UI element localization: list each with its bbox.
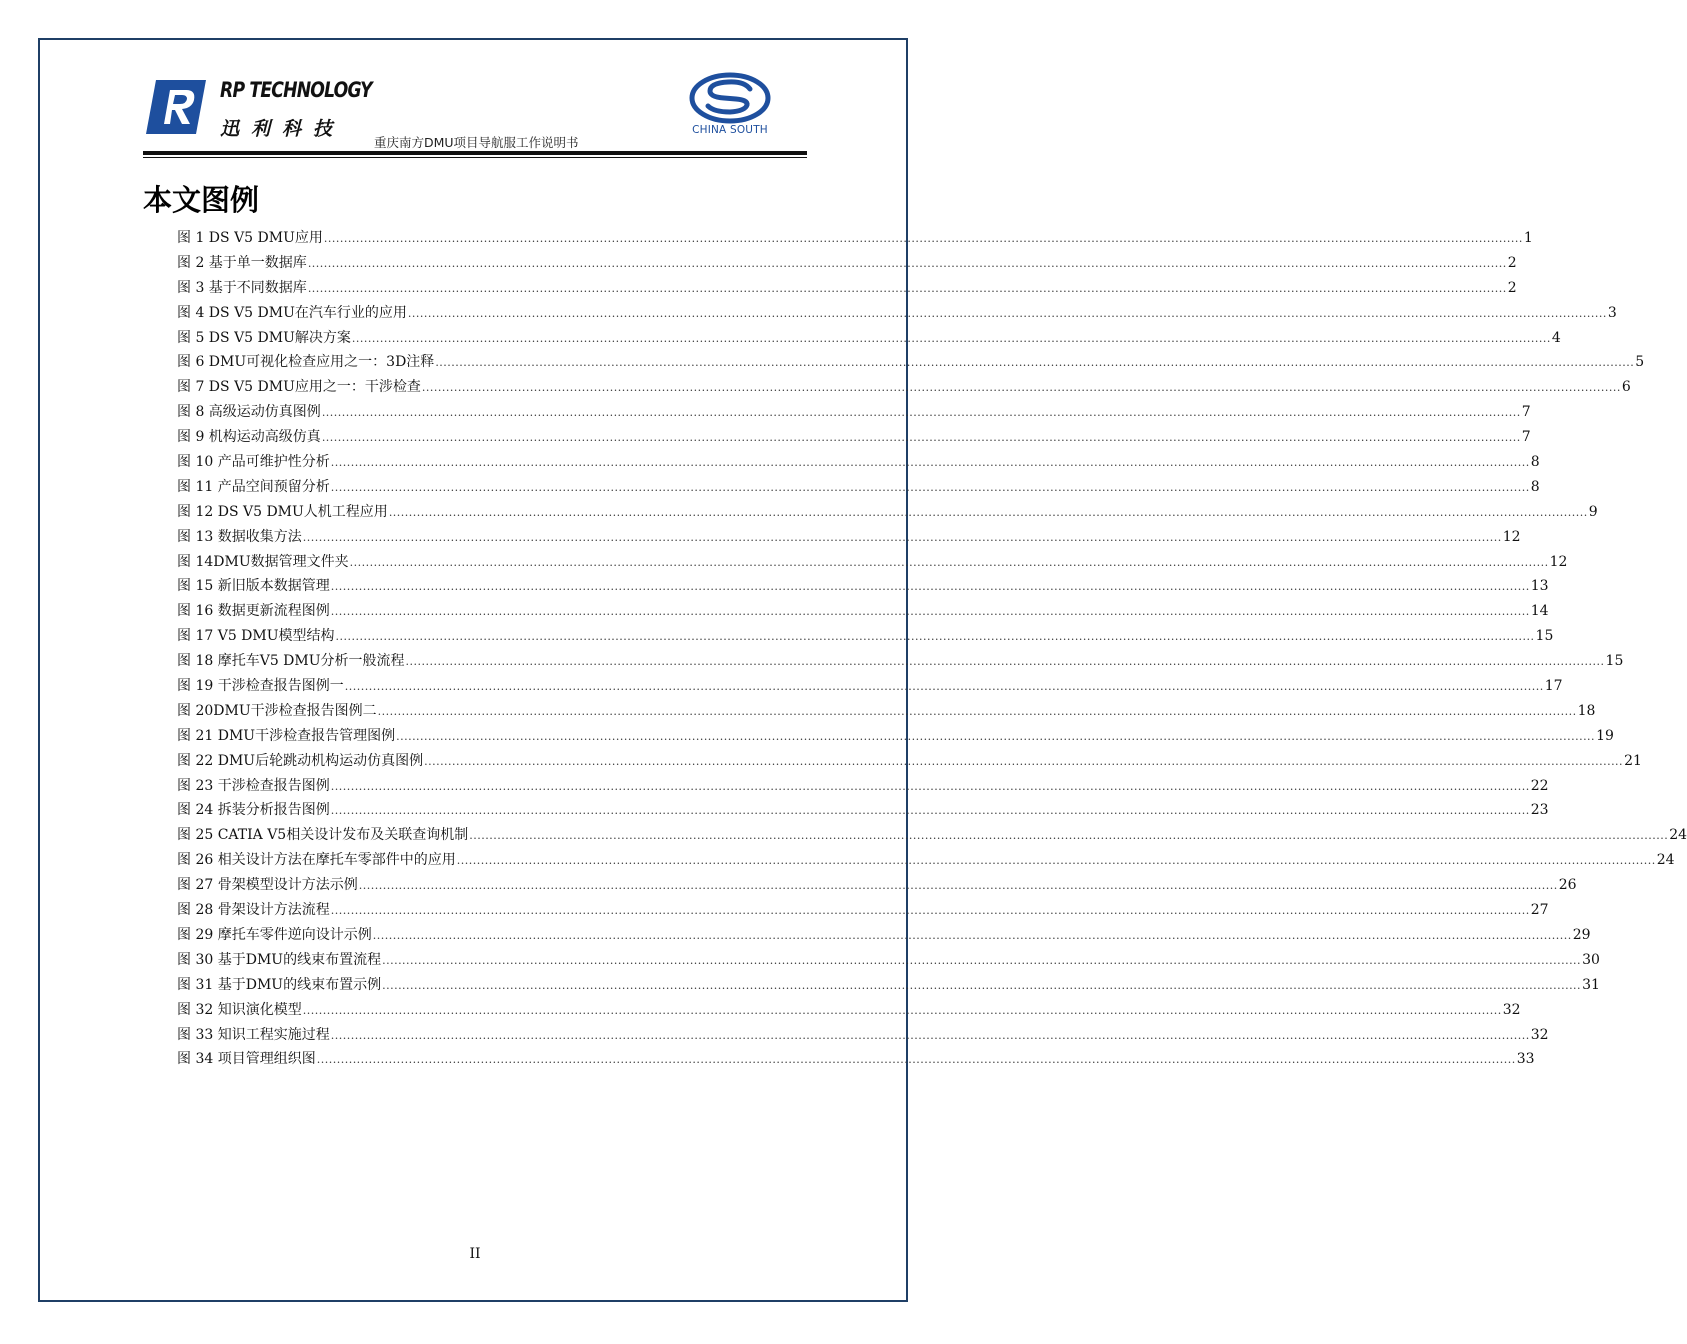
- figure-caption: 图 19 干涉检查报告图例一: [177, 678, 344, 695]
- figure-page-number: 8: [1530, 454, 1540, 471]
- figure-page-number: 12: [1502, 528, 1521, 545]
- figure-caption: 图 29 摩托车零件逆向设计示例: [177, 926, 372, 943]
- figure-page-number: 32: [1530, 1026, 1549, 1043]
- document-caption: 重庆南方DMU项目导航服工作说明书: [374, 135, 579, 150]
- figure-list-item[interactable]: [177, 675, 1563, 700]
- figure-page-number: 3: [1607, 304, 1617, 321]
- dot-leader: ............................................................................................................................................................................................................................................................................................................: [435, 356, 1635, 370]
- dot-leader: ............................................................................................................................................................................................................................................................................................................: [421, 381, 1621, 395]
- figure-caption: 图 9 机构运动高级仿真: [177, 429, 321, 446]
- figure-page-number: 5: [1635, 354, 1645, 371]
- figure-caption: 图 26 相关设计方法在摩托车零部件中的应用: [177, 852, 456, 869]
- figure-list-item[interactable]: [177, 451, 1540, 476]
- figure-caption: 图 7 DS V5 DMU应用之一：干涉检查: [177, 379, 421, 396]
- figure-caption: 图 4 DS V5 DMU在汽车行业的应用: [177, 304, 407, 321]
- figure-list-item[interactable]: [177, 999, 1521, 1024]
- figure-list-item[interactable]: [177, 924, 1591, 949]
- figure-page-number: 31: [1582, 976, 1600, 993]
- figure-page-number: 15: [1535, 628, 1554, 645]
- dot-leader: ............................................................................................................................................................................................................................................................................................................: [330, 1028, 1530, 1042]
- figure-list-item[interactable]: [177, 327, 1561, 352]
- page-number: II: [469, 1246, 481, 1262]
- dot-leader: ............................................................................................................................................................................................................................................................................................................: [302, 530, 1502, 544]
- figure-page-number: 33: [1516, 1051, 1535, 1068]
- figure-caption: 图 24 拆装分析报告图例: [177, 802, 330, 819]
- dot-leader: ............................................................................................................................................................................................................................................................................................................: [321, 406, 1521, 420]
- figure-list-item[interactable]: [177, 899, 1549, 924]
- figure-caption: 图 18 摩托车V5 DMU分析一般流程: [177, 653, 405, 670]
- dot-leader: ............................................................................................................................................................................................................................................................................................................: [424, 754, 1624, 768]
- figure-caption: 图 15 新旧版本数据管理: [177, 578, 330, 595]
- figure-page-number: 27: [1530, 902, 1549, 919]
- figure-list: [177, 227, 1687, 1073]
- dot-leader: ............................................................................................................................................................................................................................................................................................................: [405, 655, 1605, 669]
- dot-leader: ............................................................................................................................................................................................................................................................................................................: [396, 729, 1596, 743]
- dot-leader: ............................................................................................................................................................................................................................................................................................................: [330, 605, 1530, 619]
- figure-caption: 图 5 DS V5 DMU解决方案: [177, 329, 351, 346]
- figure-page-number: 32: [1502, 1001, 1521, 1018]
- figure-page-number: 7: [1521, 429, 1531, 446]
- header-rule-thin: [143, 157, 807, 158]
- figure-page-number: 24: [1656, 852, 1675, 869]
- figure-page-number: 26: [1558, 877, 1577, 894]
- figure-caption: 图 11 产品空间预留分析: [177, 478, 330, 495]
- figure-page-number: 2: [1507, 254, 1517, 271]
- figure-caption: 图 22 DMU后轮跳动机构运动仿真图例: [177, 752, 424, 769]
- dot-leader: ............................................................................................................................................................................................................................................................................................................: [330, 480, 1530, 494]
- figure-caption: 图 28 骨架设计方法流程: [177, 902, 330, 919]
- dot-leader: ............................................................................................................................................................................................................................................................................................................: [377, 704, 1577, 718]
- figure-page-number: 17: [1544, 678, 1563, 695]
- dot-leader: ............................................................................................................................................................................................................................................................................................................: [372, 928, 1572, 942]
- figure-page-number: 21: [1624, 752, 1642, 769]
- figure-list-item[interactable]: [177, 600, 1549, 625]
- china-south-logo: [684, 72, 776, 140]
- figure-page-number: 23: [1530, 802, 1549, 819]
- dot-leader: ............................................................................................................................................................................................................................................................................................................: [330, 779, 1530, 793]
- figure-list-item[interactable]: [177, 775, 1549, 800]
- figure-list-item[interactable]: [177, 526, 1521, 551]
- figure-caption: 图 33 知识工程实施过程: [177, 1026, 330, 1043]
- figure-caption: 图 34 项目管理组织图: [177, 1051, 316, 1068]
- figure-page-number: 12: [1549, 553, 1568, 570]
- figure-page-number: 8: [1530, 478, 1540, 495]
- figure-list-item[interactable]: [177, 376, 1631, 401]
- figure-list-item[interactable]: [177, 476, 1540, 501]
- figure-caption: 图 23 干涉检查报告图例: [177, 777, 330, 794]
- figure-caption: 图 13 数据收集方法: [177, 528, 302, 545]
- dot-leader: ............................................................................................................................................................................................................................................................................................................: [349, 555, 1549, 569]
- rp-technology-logo: [146, 78, 372, 140]
- figure-page-number: 2: [1507, 279, 1517, 296]
- dot-leader: ............................................................................................................................................................................................................................................................................................................: [358, 879, 1558, 893]
- rp-logo-mark-icon: [146, 78, 210, 136]
- figure-caption: 图 25 CATIA V5相关设计发布及关联查询机制: [177, 827, 469, 844]
- figure-list-item[interactable]: [177, 650, 1624, 675]
- dot-leader: ............................................................................................................................................................................................................................................................................................................: [321, 431, 1521, 445]
- figure-caption: 图 27 骨架模型设计方法示例: [177, 877, 358, 894]
- figure-list-item[interactable]: [177, 874, 1577, 899]
- figure-caption: 图 8 高级运动仿真图例: [177, 404, 321, 421]
- dot-leader: ............................................................................................................................................................................................................................................................................................................: [469, 829, 1669, 843]
- figure-page-number: 29: [1572, 926, 1591, 943]
- figure-list-item[interactable]: [177, 401, 1531, 426]
- figure-caption: 图 16 数据更新流程图例: [177, 603, 330, 620]
- figure-list-item[interactable]: [177, 277, 1517, 302]
- dot-leader: ............................................................................................................................................................................................................................................................................................................: [407, 306, 1607, 320]
- figure-list-item[interactable]: [177, 1048, 1535, 1073]
- dot-leader: ............................................................................................................................................................................................................................................................................................................: [316, 1053, 1516, 1067]
- figure-page-number: 1: [1523, 230, 1533, 246]
- figure-list-item[interactable]: [177, 750, 1642, 775]
- figure-list-item[interactable]: [177, 799, 1549, 824]
- figure-list-item[interactable]: [177, 426, 1531, 451]
- dot-leader: ............................................................................................................................................................................................................................................................................................................: [330, 456, 1530, 470]
- figure-caption: 图 2 基于单一数据库: [177, 254, 307, 271]
- company-name-cn: 迅利科技: [220, 118, 345, 140]
- figure-list-item[interactable]: [177, 849, 1675, 874]
- figure-caption: 图 6 DMU可视化检查应用之一：3D注释: [177, 354, 435, 371]
- dot-leader: ............................................................................................................................................................................................................................................................................................................: [307, 281, 1507, 295]
- figure-page-number: 30: [1582, 951, 1600, 968]
- figure-page-number: 18: [1577, 702, 1596, 719]
- figure-page-number: 14: [1530, 603, 1549, 620]
- dot-leader: ............................................................................................................................................................................................................................................................................................................: [307, 256, 1507, 270]
- china-south-emblem-icon: [684, 72, 776, 124]
- dot-leader: ............................................................................................................................................................................................................................................................................................................: [456, 854, 1656, 868]
- figure-caption: 图 31 基于DMU的线束布置示例: [177, 976, 382, 993]
- figure-page-number: 15: [1605, 653, 1624, 670]
- header-rule: [143, 151, 807, 155]
- figure-list-item[interactable]: [177, 501, 1598, 526]
- dot-leader: ............................................................................................................................................................................................................................................................................................................: [330, 804, 1530, 818]
- partner-logo-text: CHINA SOUTH: [692, 124, 768, 136]
- figure-page-number: 9: [1588, 503, 1598, 520]
- dot-leader: ............................................................................................................................................................................................................................................................................................................: [382, 953, 1582, 967]
- dot-leader: ............................................................................................................................................................................................................................................................................................................: [344, 680, 1544, 694]
- figure-caption: 图 30 基于DMU的线束布置流程: [177, 951, 382, 968]
- dot-leader: ............................................................................................................................................................................................................................................................................................................: [382, 978, 1582, 992]
- dot-leader: ............................................................................................................................................................................................................................................................................................................: [335, 630, 1535, 644]
- figure-caption: 图 20DMU干涉检查报告图例二: [177, 702, 377, 719]
- figure-list-item[interactable]: [177, 1024, 1549, 1049]
- figure-caption: 图 3 基于不同数据库: [177, 279, 307, 296]
- figure-caption: 图 1 DS V5 DMU应用: [177, 230, 323, 246]
- figure-page-number: 4: [1551, 329, 1561, 346]
- page-title: 本文图例: [143, 183, 260, 217]
- company-name: RP TECHNOLOGY: [220, 78, 372, 102]
- dot-leader: ............................................................................................................................................................................................................................................................................................................: [302, 1003, 1502, 1017]
- figure-list-item[interactable]: [177, 824, 1687, 849]
- figure-list-item[interactable]: [177, 575, 1549, 600]
- figure-caption: 图 14DMU数据管理文件夹: [177, 553, 349, 570]
- figure-caption: 图 10 产品可维护性分析: [177, 454, 330, 471]
- figure-page-number: 19: [1596, 727, 1614, 744]
- dot-leader: ............................................................................................................................................................................................................................................................................................................: [330, 904, 1530, 918]
- dot-leader: ............................................................................................................................................................................................................................................................................................................: [388, 505, 1588, 519]
- figure-page-number: 7: [1521, 404, 1531, 421]
- figure-page-number: 24: [1669, 827, 1687, 844]
- figure-page-number: 22: [1530, 777, 1549, 794]
- figure-caption: 图 17 V5 DMU模型结构: [177, 628, 335, 645]
- dot-leader: ............................................................................................................................................................................................................................................................................................................: [323, 232, 1523, 245]
- figure-list-item[interactable]: [177, 252, 1517, 277]
- figure-list-item[interactable]: [177, 227, 1533, 252]
- figure-list-item[interactable]: [177, 700, 1596, 725]
- figure-list-item[interactable]: [177, 974, 1600, 999]
- dot-leader: ............................................................................................................................................................................................................................................................................................................: [351, 331, 1551, 345]
- figure-page-number: 13: [1530, 578, 1549, 595]
- figure-list-item[interactable]: [177, 949, 1600, 974]
- figure-list-item[interactable]: [177, 351, 1645, 376]
- figure-list-item[interactable]: [177, 625, 1554, 650]
- figure-caption: 图 12 DS V5 DMU人机工程应用: [177, 503, 388, 520]
- figure-list-item[interactable]: [177, 551, 1568, 576]
- figure-caption: 图 32 知识演化模型: [177, 1001, 302, 1018]
- figure-caption: 图 21 DMU干涉检查报告管理图例: [177, 727, 396, 744]
- figure-list-item[interactable]: [177, 725, 1614, 750]
- dot-leader: ............................................................................................................................................................................................................................................................................................................: [330, 580, 1530, 594]
- figure-list-item[interactable]: [177, 302, 1617, 327]
- figure-page-number: 6: [1621, 379, 1631, 396]
